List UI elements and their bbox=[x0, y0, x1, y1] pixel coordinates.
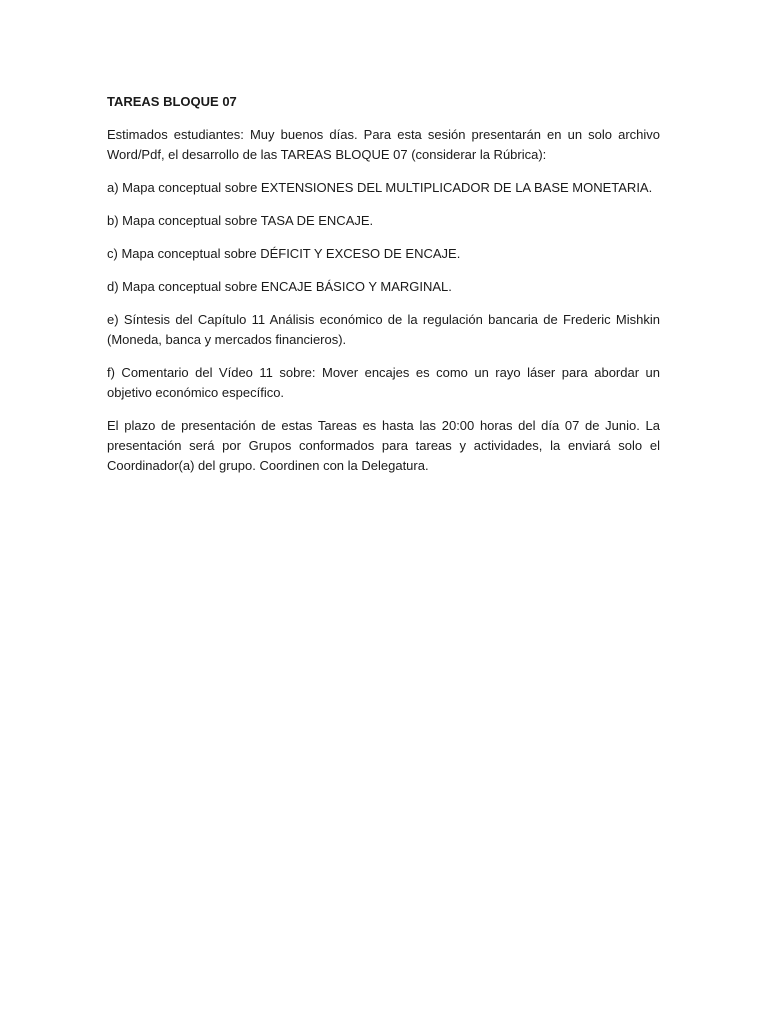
task-item-b: b) Mapa conceptual sobre TASA DE ENCAJE. bbox=[107, 213, 374, 228]
document-title: TAREAS BLOQUE 07 bbox=[107, 94, 237, 109]
task-item-a: a) Mapa conceptual sobre EXTENSIONES DEL MULTIPLICADOR DE LA BASE MONETARIA. bbox=[107, 180, 653, 195]
intro-paragraph: Estimados estudiantes: Muy buenos días. Para esta sesión presentarán en un solo archivo Word/Pdf, el desarrollo de las TAREAS BLOQUE 07 (considerar la Rúbrica): bbox=[107, 127, 660, 162]
task-item-d: d) Mapa conceptual sobre ENCAJE BÁSICO Y MARGINAL. bbox=[107, 279, 452, 294]
document-body bbox=[107, 92, 660, 489]
task-item-e: e) Síntesis del Capítulo 11 Análisis económico de la regulación bancaria de Frederic Mishkin (Moneda, banca y mercados financieros). bbox=[107, 312, 660, 347]
task-item-c: c) Mapa conceptual sobre DÉFICIT Y EXCESO DE ENCAJE. bbox=[107, 246, 461, 261]
closing-paragraph: El plazo de presentación de estas Tareas es hasta las 20:00 horas del día 07 de Junio. La presentación será por Grupos conformados para tareas y actividades, la enviará solo el Coordinador(a) del grupo. Coordinen con la Delegatura. bbox=[107, 418, 660, 473]
task-item-f: f) Comentario del Vídeo 11 sobre: Mover encajes es como un rayo láser para abordar un objetivo económico específico. bbox=[107, 365, 660, 400]
